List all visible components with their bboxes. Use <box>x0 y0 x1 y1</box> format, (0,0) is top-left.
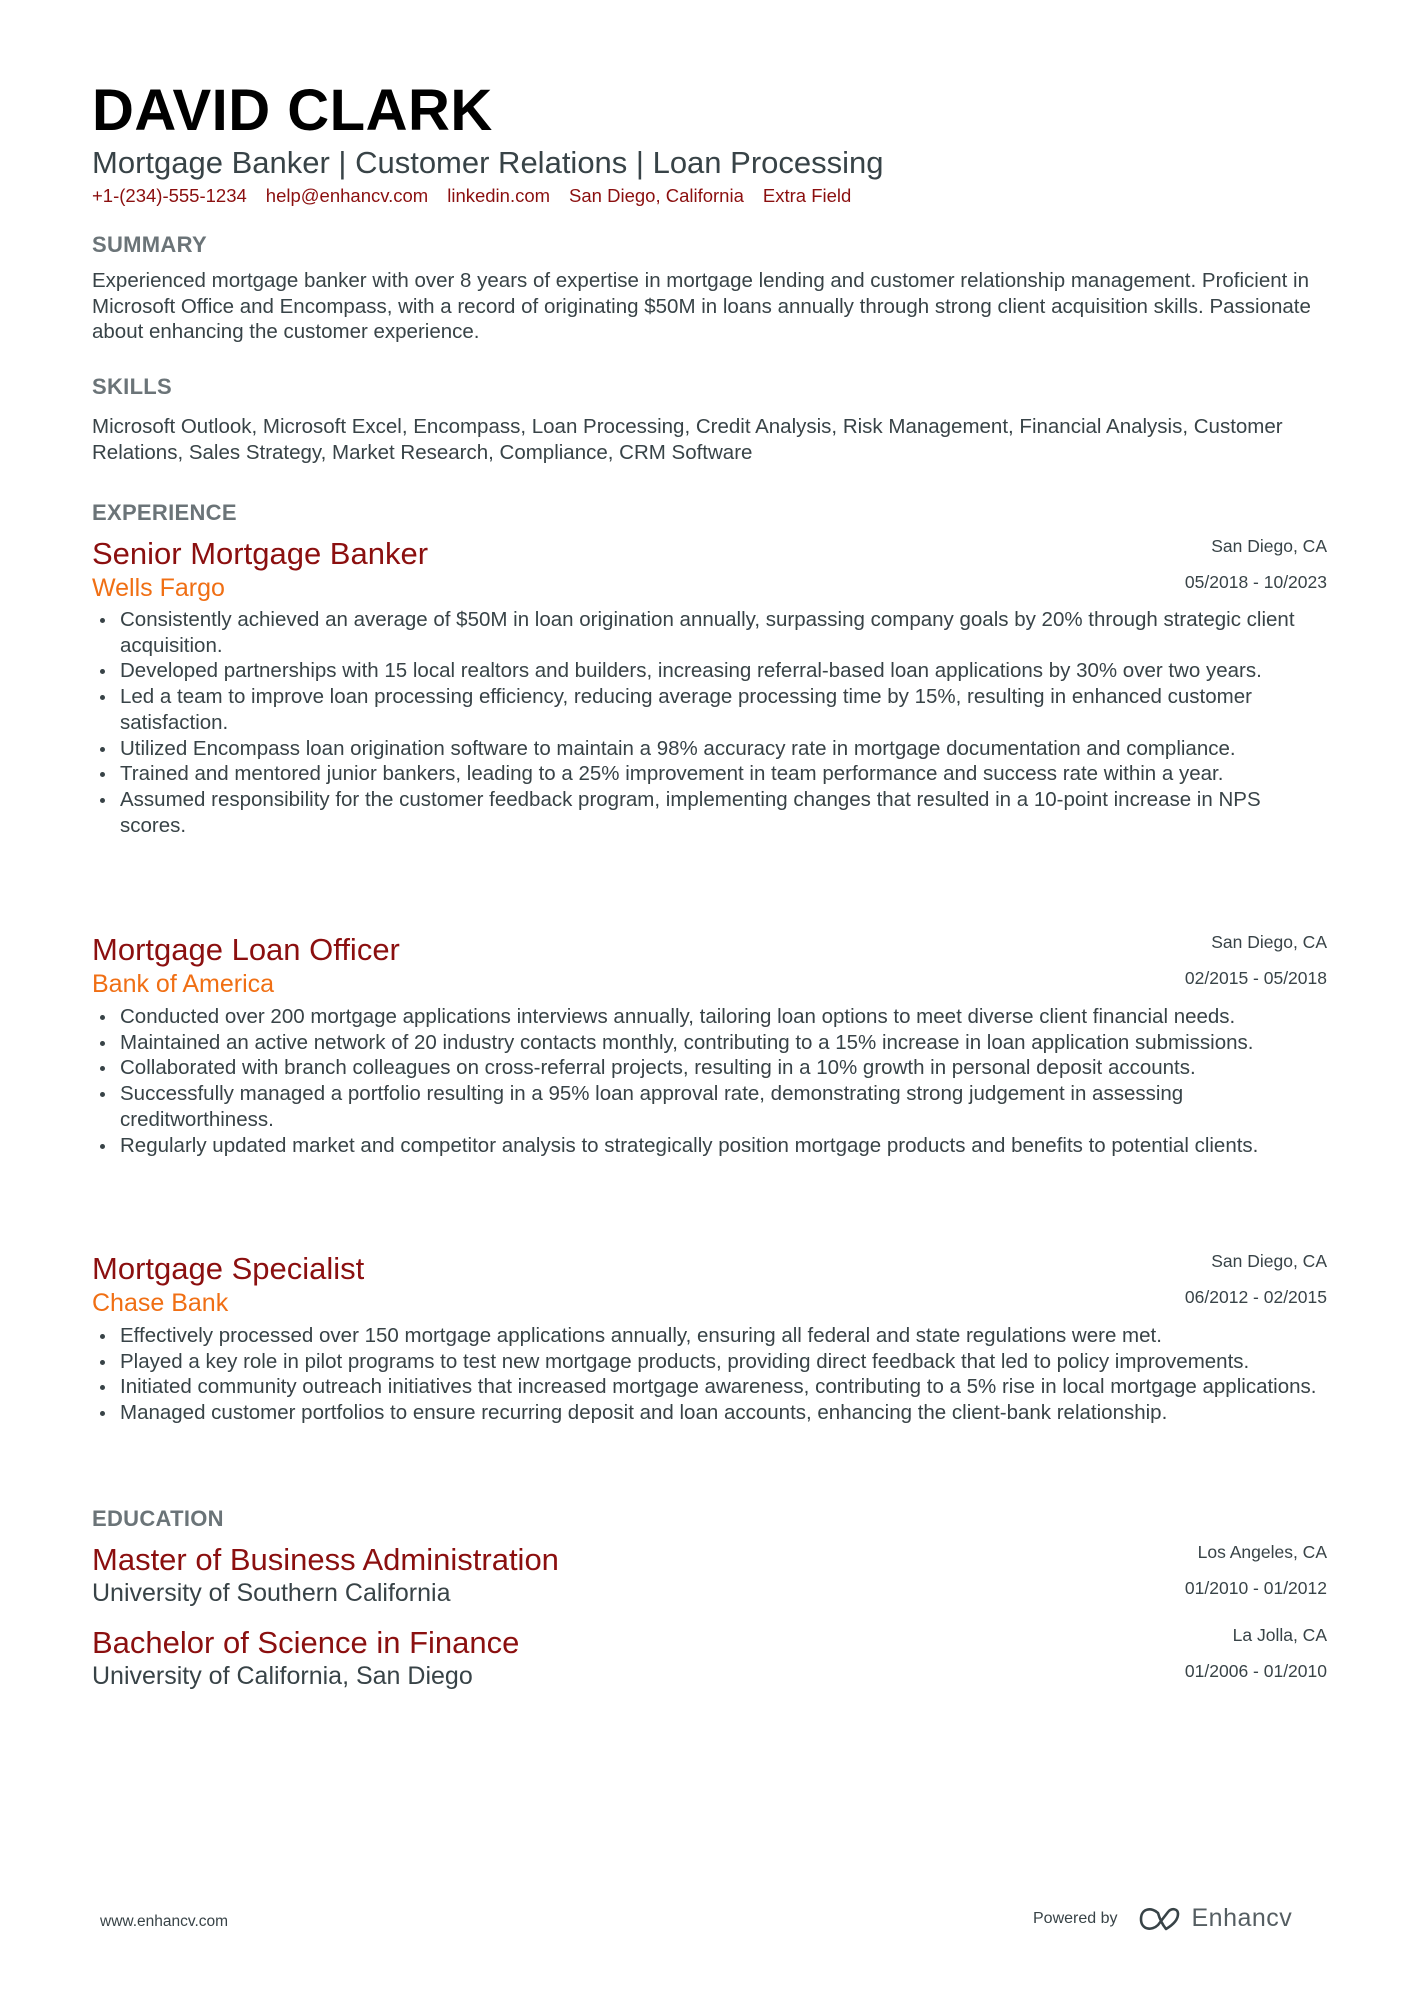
powered-by-label: Powered by <box>1033 1909 1118 1927</box>
contact-location: San Diego, California <box>569 185 744 206</box>
job-dates: 05/2018 - 10/2023 <box>1184 572 1327 592</box>
summary-text: Experienced mortgage banker with over 8 years of expertise in mortgage lending and customer relationship management. Proficient in Microsoft Office and Encompass, with a record of originating $50M in loans annually through strong client acquisition skills. Passionate about enhancing the customer experience. <box>92 269 1311 344</box>
education-dates: 01/2010 - 01/2012 <box>1184 1578 1327 1598</box>
contact-extra: Extra Field <box>762 185 852 206</box>
bullet-item: Collaborated with branch colleagues on cross-referral projects, resulting in a 10% growth in personal deposit accounts. <box>92 1055 1332 1081</box>
experience-heading: EXPERIENCE <box>92 500 237 525</box>
enhancv-brand[interactable] <box>1138 1904 1293 1933</box>
skills-heading: SKILLS <box>92 374 173 399</box>
job-dates: 02/2015 - 05/2018 <box>1184 968 1327 988</box>
summary-heading: SUMMARY <box>92 232 207 257</box>
education-dates: 01/2006 - 01/2010 <box>1184 1661 1327 1681</box>
headline: Mortgage Banker | Customer Relations | Loan Processing <box>92 145 884 180</box>
job-title: Mortgage Loan Officer <box>92 932 400 967</box>
bullet-item: Developed partnerships with 15 local realtors and builders, increasing referral-based loan applications by 30% over two years. <box>92 658 1332 684</box>
bullet-item: Maintained an active network of 20 industry contacts monthly, contributing to a 15% increase in loan application submissions. <box>92 1030 1332 1056</box>
degree: Bachelor of Science in Finance <box>92 1625 520 1660</box>
contact-info <box>92 184 851 208</box>
degree: Master of Business Administration <box>92 1542 559 1577</box>
job-dates: 06/2012 - 02/2015 <box>1184 1287 1327 1307</box>
bullet-item: Effectively processed over 150 mortgage applications annually, ensuring all federal and state regulations were met. <box>92 1323 1332 1349</box>
bullet-item: Initiated community outreach initiatives that increased mortgage awareness, contributing to a 5% rise in local mortgage applications. <box>92 1374 1332 1400</box>
powered-by[interactable] <box>1033 1904 1292 1933</box>
job-title: Senior Mortgage Banker <box>92 536 429 571</box>
school-name: University of Southern California <box>92 1579 451 1607</box>
bullet-item: Regularly updated market and competitor analysis to strategically position mortgage products and benefits to potential clients. <box>92 1133 1332 1159</box>
bullet-item: Consistently achieved an average of $50M in loan origination annually, surpassing company goals by 20% through strategic client acquisition. <box>92 607 1332 658</box>
bullet-item: Conducted over 200 mortgage applications interviews annually, tailoring loan options to meet diverse client financial needs. <box>92 1004 1332 1030</box>
bullet-item: Played a key role in pilot programs to test new mortgage products, providing direct feedback that led to policy improvements. <box>92 1349 1332 1375</box>
job-location: San Diego, CA <box>1211 1251 1327 1271</box>
candidate-name: DAVID CLARK <box>92 78 493 143</box>
bullet-item: Successfully managed a portfolio resulting in a 95% loan approval rate, demonstrating strong judgement in assessing creditworthiness. <box>92 1081 1332 1132</box>
job-bullets <box>92 607 1332 838</box>
company-name: Wells Fargo <box>92 574 225 602</box>
enhancv-logo-icon <box>1138 1906 1184 1932</box>
footer-website-link[interactable]: www.enhancv.com <box>100 1913 229 1930</box>
job-title: Mortgage Specialist <box>92 1251 365 1286</box>
contact-email[interactable]: help@enhancv.com <box>265 185 429 206</box>
enhancv-brand-name: Enhancv <box>1191 1904 1293 1932</box>
skills-text: Microsoft Outlook, Microsoft Excel, Encompass, Loan Processing, Credit Analysis, Risk Management, Financial Analysis, Customer Relations, Sales Strategy, Market Research, Compliance, CRM Software <box>92 415 1283 464</box>
job-bullets <box>92 1323 1332 1426</box>
job-bullets <box>92 1004 1332 1158</box>
job-location: San Diego, CA <box>1211 536 1327 556</box>
bullet-item: Managed customer portfolios to ensure recurring deposit and loan accounts, enhancing the client-bank relationship. <box>92 1400 1332 1426</box>
bullet-item: Trained and mentored junior bankers, leading to a 25% improvement in team performance and success rate within a year. <box>92 761 1332 787</box>
company-name: Bank of America <box>92 970 275 998</box>
school-name: University of California, San Diego <box>92 1662 473 1690</box>
contact-linkedin[interactable]: linkedin.com <box>447 185 551 206</box>
school-location: Los Angeles, CA <box>1197 1542 1327 1562</box>
company-name: Chase Bank <box>92 1289 229 1317</box>
bullet-item: Led a team to improve loan processing efficiency, reducing average processing time by 15%, resulting in enhanced customer satisfaction. <box>92 684 1332 735</box>
job-location: San Diego, CA <box>1211 932 1327 952</box>
contact-phone[interactable]: +1-(234)-555-1234 <box>92 185 247 206</box>
bullet-item: Utilized Encompass loan origination software to maintain a 98% accuracy rate in mortgage documentation and compliance. <box>92 736 1332 762</box>
education-heading: EDUCATION <box>92 1506 224 1531</box>
school-location: La Jolla, CA <box>1232 1625 1327 1645</box>
bullet-item: Assumed responsibility for the customer feedback program, implementing changes that resulted in a 10-point increase in NPS scores. <box>92 787 1332 838</box>
